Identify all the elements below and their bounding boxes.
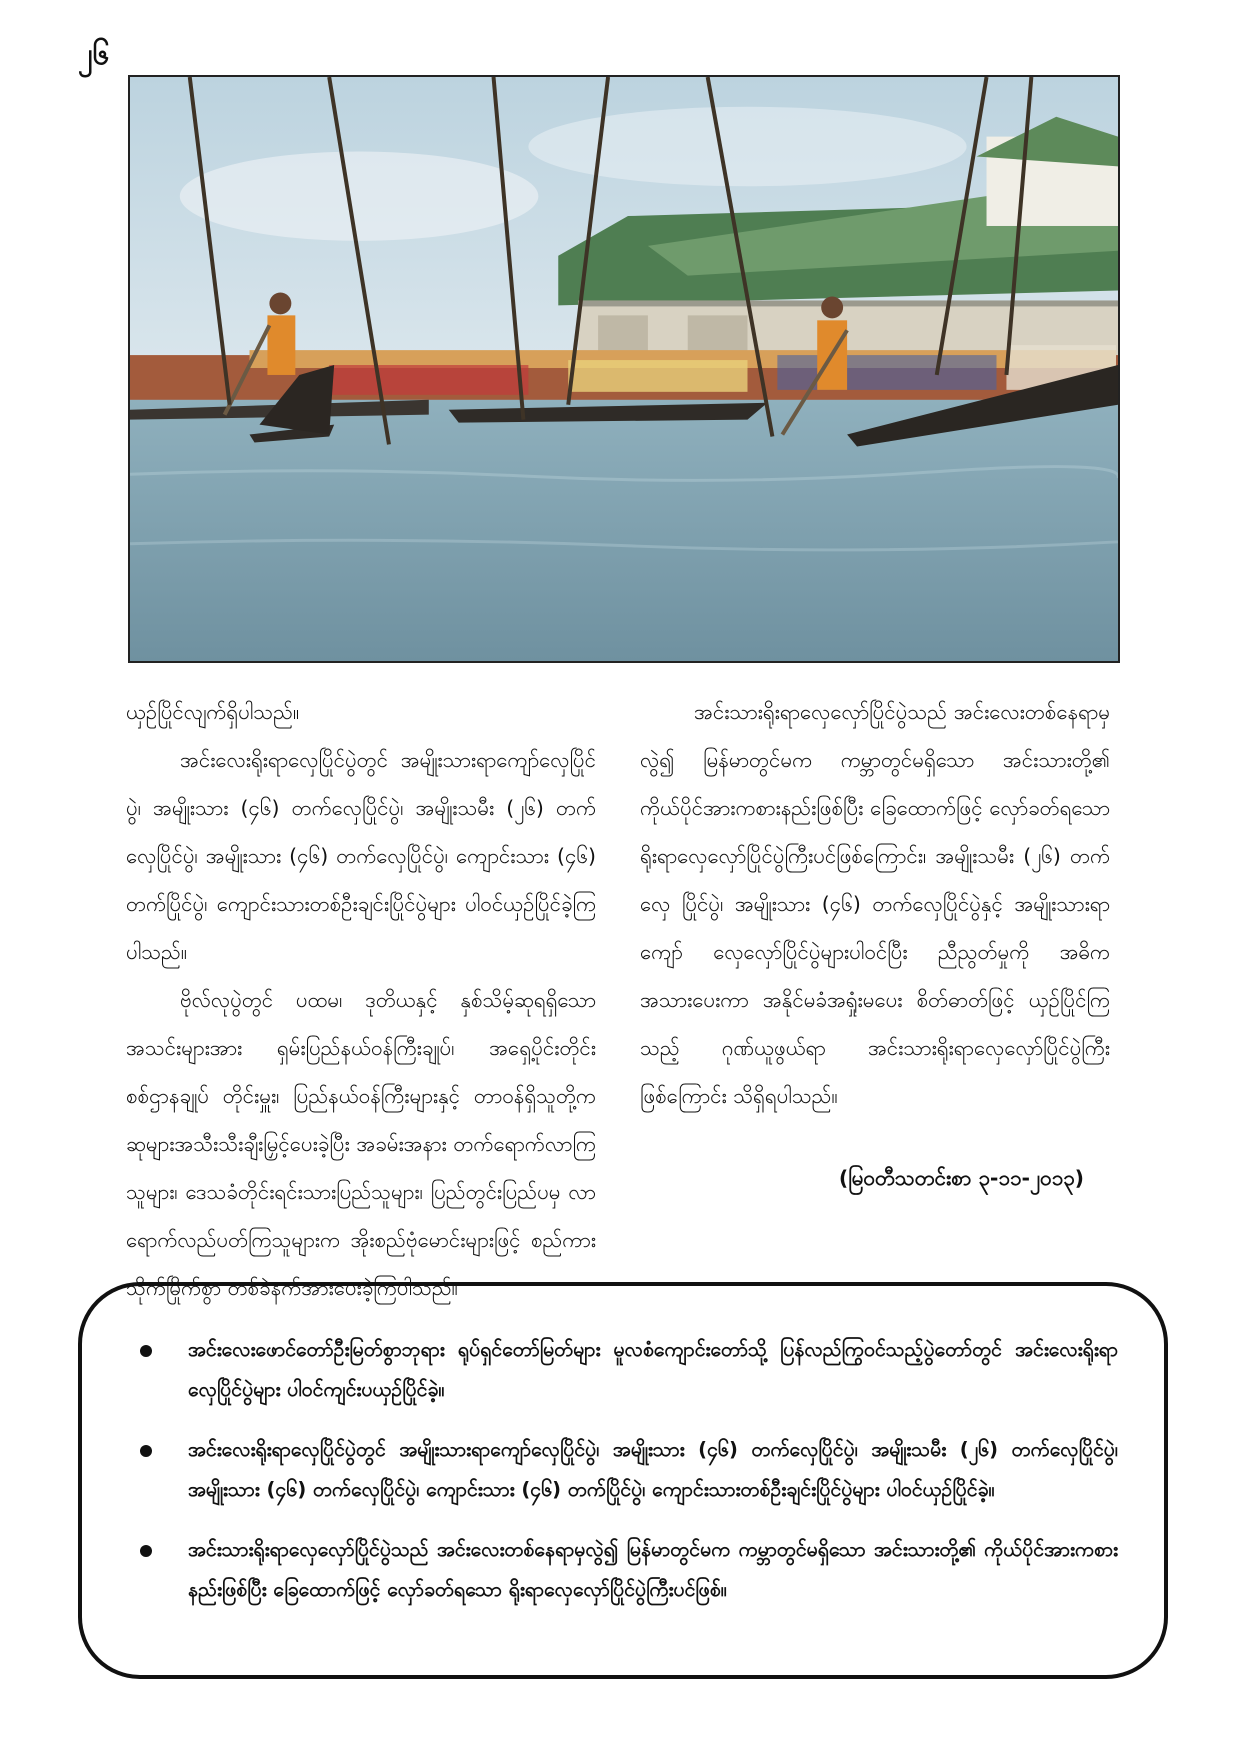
article-paragraph: ဗိုလ်လုပွဲတွင် ပထမ၊ ဒုတိယနှင့် နှစ်သိမ့်ဆုရရှိသော အသင်းများအား ရှမ်းပြည်နယ်ဝန်ကြီးချုပ်၊ အရှေ့ပိုင်းတိုင်းစစ်ဌာနချုပ် တိုင်းမှူး၊ ပြည်နယ်ဝန်ကြီးများနှင့် တာဝန်ရှိသူတို့က ဆုများအသီးသီးချီးမြှင့်ပေးခဲ့ပြီး အခမ်းအနား တက်ရောက်လာကြသူများ၊ ဒေသခံတိုင်းရင်းသားပြည်သူများ၊ ပြည်တွင်းပြည်ပမှ လာရောက်လည်ပတ်ကြသူများက အိုးစည်ဗုံမောင်းများဖြင့် စည်ကားသိုက်မြိုက်စွာ တစ်ခဲနက်အားပေးခဲ့ကြပါသည်။ bbox=[126, 988, 596, 1300]
article-paragraph: အင်းသားရိုးရာလှေလှော်ပြိုင်ပွဲသည် အင်းလေးတစ်နေရာမှလွဲ၍ မြန်မာတွင်မက ကမ္ဘာတွင်မရှိသော အင်းသားတို့၏ ကိုယ်ပိုင်အားကစားနည်းဖြစ်ပြီး ခြေထောက်ဖြင့် လှော်ခတ်ရသော ရိုးရာလှေလှော်ပြိုင်ပွဲကြီးပင်ဖြစ်ကြောင်း၊ အမျိုးသမီး (၂၆) တက်လှေ ပြိုင်ပွဲ၊ အမျိုးသား (၄၆) တက်လှေပြိုင်ပွဲနှင့် အမျိုးသားရာကျော် လှေလှော်ပြိုင်ပွဲများပါဝင်ပြီး ညီညွတ်မှုကို အဓိကအသားပေးကာ အနိုင်မခံအရှုံးမပေး စိတ်ဓာတ်ဖြင့် ယှဉ်ပြိုင်ကြသည့် ဂုဏ်ယူဖွယ်ရာ အင်းသားရိုးရာလှေလှော်ပြိုင်ပွဲကြီးဖြစ်ကြောင်း သိရှိရပါသည်။ bbox=[640, 700, 1110, 1108]
photo-leg-rowing-race bbox=[128, 75, 1120, 663]
photo-illustration bbox=[130, 77, 1118, 661]
summary-bullet bbox=[132, 1430, 1118, 1510]
bullet-icon bbox=[140, 1345, 152, 1357]
bullet-icon bbox=[140, 1445, 152, 1457]
summary-text: အင်းလေးရိုးရာလှေပြိုင်ပွဲတွင် အမျိုးသားရာကျော်လှေပြိုင်ပွဲ၊ အမျိုးသား (၄၆) တက်လှေပြိုင်ပွဲ၊ အမျိုးသမီး (၂၆) တက်လှေပြိုင်ပွဲ၊ အမျိုးသား (၄၆) တက်လှေပြိုင်ပွဲ၊ ကျောင်းသား (၄၆) တက်ပြိုင်ပွဲ၊ ကျောင်းသားတစ်ဦးချင်းပြိုင်ပွဲများ ပါဝင်ယှဉ်ပြိုင်ခဲ့။ bbox=[188, 1438, 1118, 1501]
bullet-icon bbox=[140, 1545, 152, 1557]
summary-text: အင်းသားရိုးရာလှေလှော်ပြိုင်ပွဲသည် အင်းလေးတစ်နေရာမှလွဲ၍ မြန်မာတွင်မက ကမ္ဘာတွင်မရှိသော အင်းသားတို့၏ ကိုယ်ပိုင်အားကစားနည်းဖြစ်ပြီး ခြေထောက်ဖြင့် လှော်ခတ်ရသော ရိုးရာလှေလှော်ပြိုင်ပွဲကြီးပင်ဖြစ်။ bbox=[188, 1538, 1118, 1601]
article-right-column bbox=[640, 688, 1110, 1202]
summary-list bbox=[132, 1330, 1118, 1610]
summary-bullet bbox=[132, 1330, 1118, 1410]
article-paragraph: ယှဉ်ပြိုင်လျက်ရှိပါသည်။ bbox=[126, 700, 300, 724]
summary-bullet bbox=[132, 1530, 1118, 1610]
article-paragraph: အင်းလေးရိုးရာလှေပြိုင်ပွဲတွင် အမျိုးသားရာကျော်လှေပြိုင်ပွဲ၊ အမျိုးသား (၄၆) တက်လှေပြိုင်ပွဲ၊ အမျိုးသမီး (၂၆) တက်လှေပြိုင်ပွဲ၊ အမျိုးသား (၄၆) တက်လှေပြိုင်ပွဲ၊ ကျောင်းသား (၄၆) တက်ပြိုင်ပွဲ၊ ကျောင်းသားတစ်ဦးချင်းပြိုင်ပွဲများ ပါဝင်ယှဉ်ပြိုင်ခဲ့ကြပါသည်။ bbox=[126, 748, 596, 964]
article-left-column bbox=[126, 688, 596, 1312]
article-source: (မြဝတီသတင်းစာ ၃-၁၁-၂၀၁၃) bbox=[838, 1166, 1084, 1190]
summary-text: အင်းလေးဖောင်တော်ဦးမြတ်စွာဘုရား ရုပ်ရှင်တော်မြတ်များ မူလစံကျောင်းတော်သို့ ပြန်လည်ကြွဝင်သည့်ပွဲတော်တွင် အင်းလေးရိုးရာလှေပြိုင်ပွဲများ ပါဝင်ကျင်းပယှဉ်ပြိုင်ခဲ့။ bbox=[188, 1338, 1118, 1401]
page-number: ၂၆ bbox=[78, 37, 110, 72]
summary-box bbox=[78, 1282, 1168, 1679]
